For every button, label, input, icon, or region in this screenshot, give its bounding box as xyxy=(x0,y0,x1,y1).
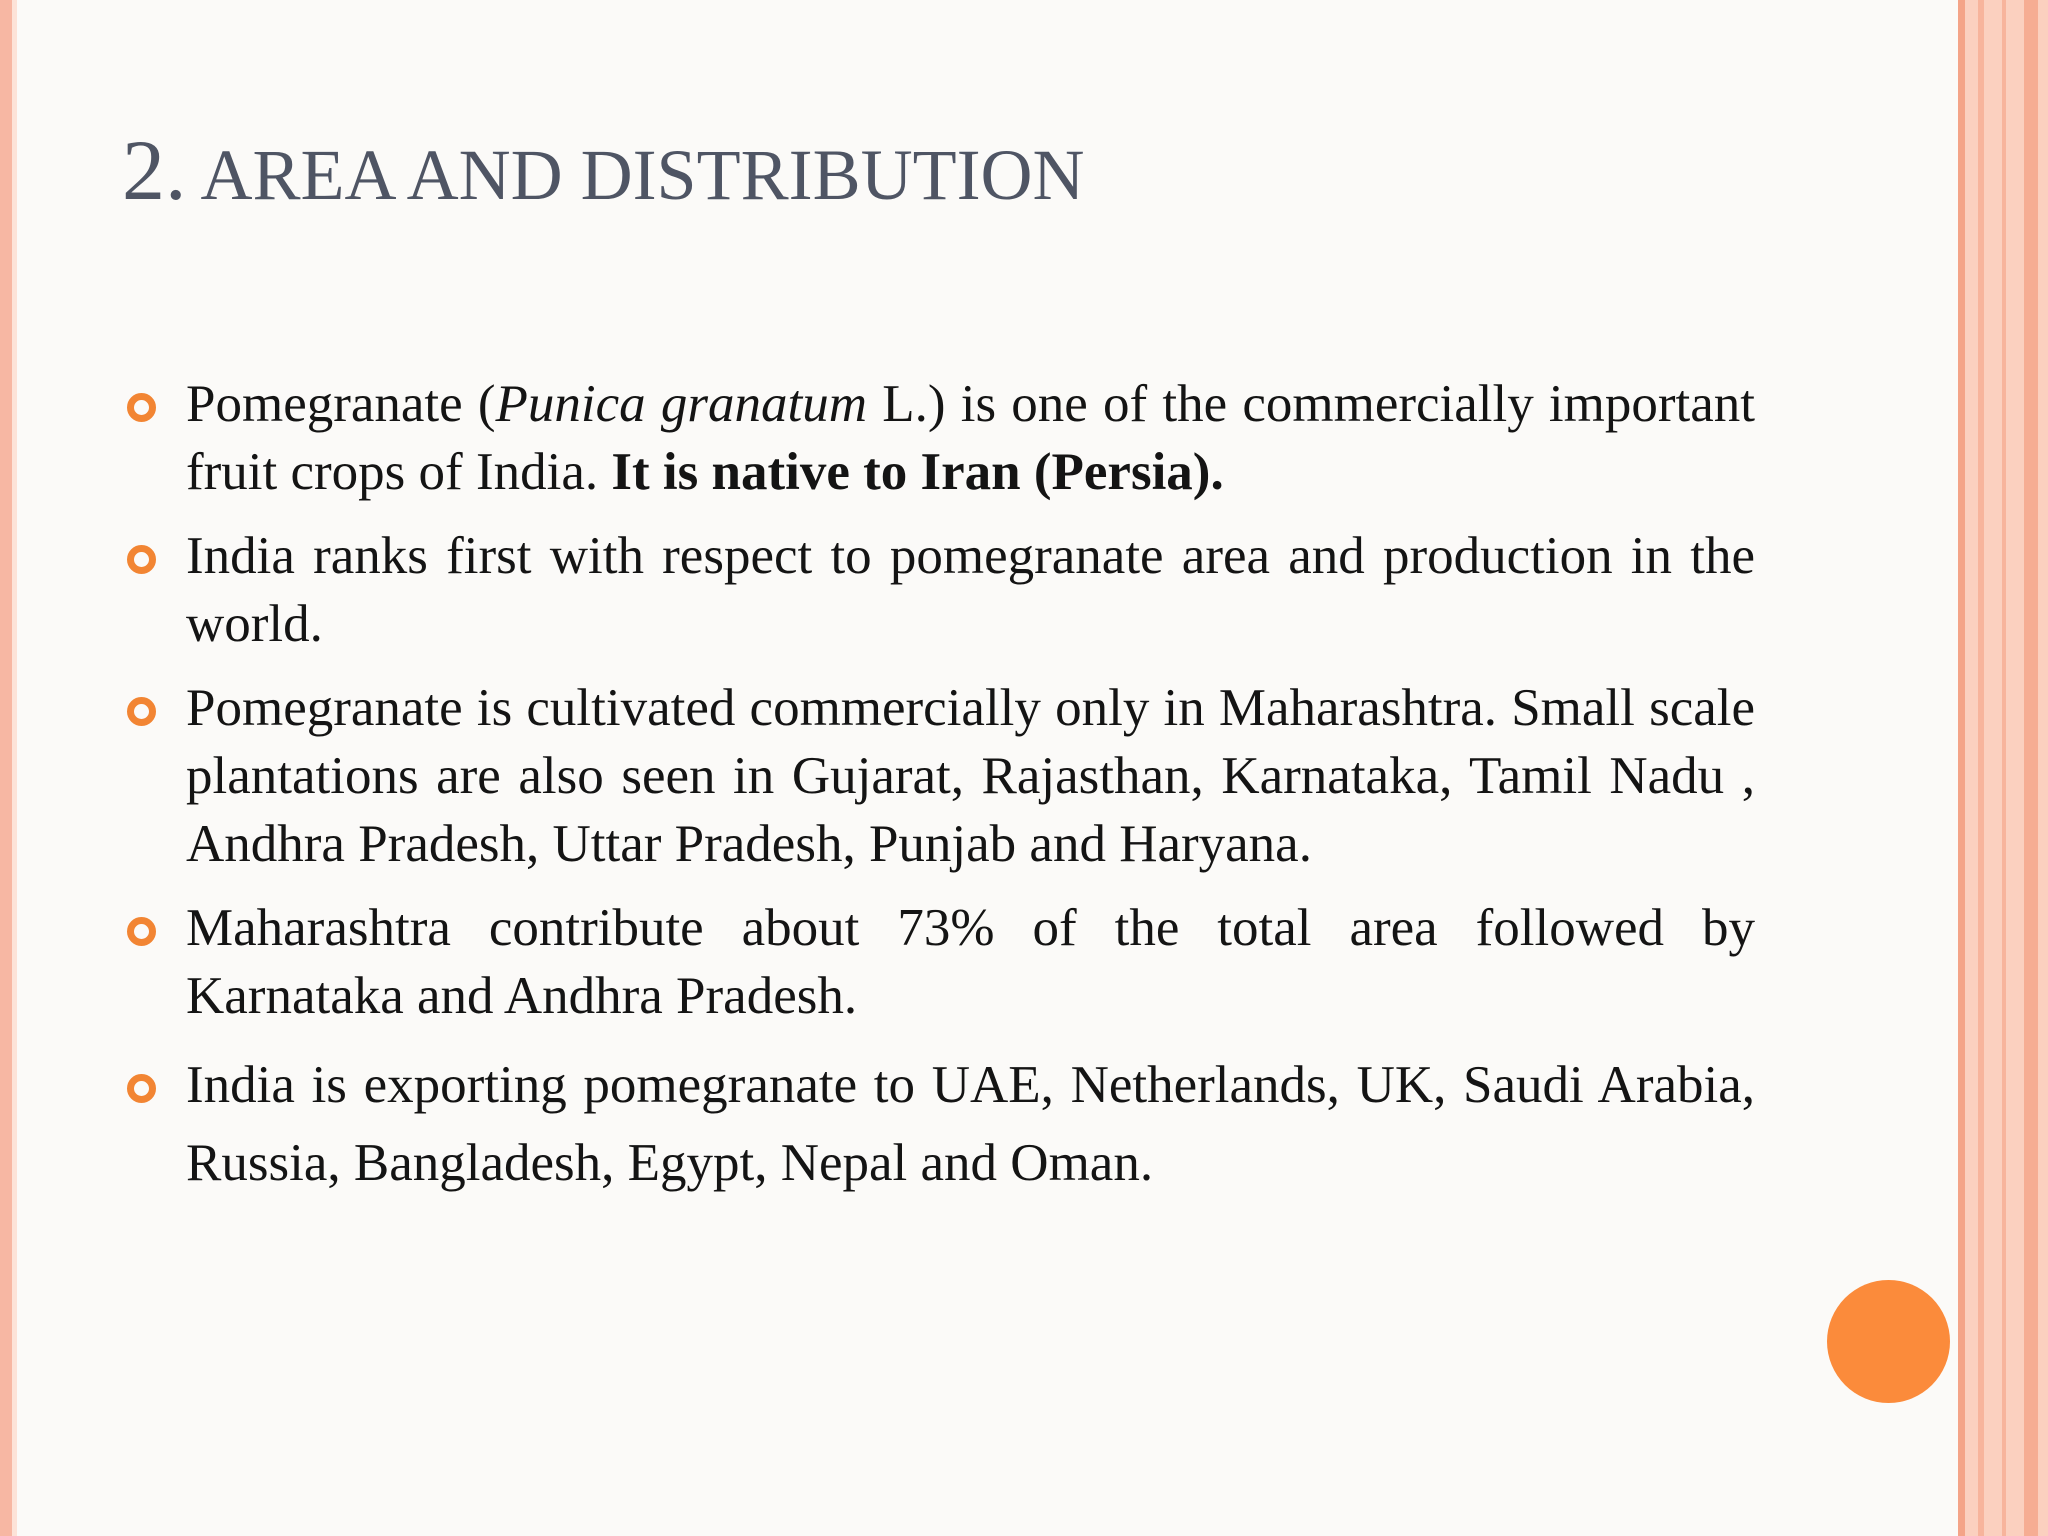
bullet-icon xyxy=(127,697,156,726)
bullet-item-area-share xyxy=(125,894,1755,1030)
bullet-text: L.) is one of the commercially important fruit crops of India. xyxy=(186,375,1756,501)
left-border-stripe xyxy=(0,0,12,1536)
bullet-icon xyxy=(127,917,156,946)
bullet-item-cultivation xyxy=(125,674,1755,878)
right-border-line xyxy=(1958,0,1965,1536)
right-border-line xyxy=(2002,0,2006,1536)
bullet-text: India ranks first with respect to pomegranate area and production in the world. xyxy=(186,527,1755,653)
left-border-inner-stripe xyxy=(12,0,17,1536)
slide-title xyxy=(122,120,1085,220)
bullet-icon xyxy=(127,1074,156,1103)
bullet-text: India is exporting pomegranate to UAE, Netherlands, UK, Saudi Arabia, Russia, Bangladesh, Egypt, Nepal and Oman. xyxy=(186,1056,1755,1192)
scientific-name: Punica granatum xyxy=(495,375,868,433)
slide-title-number: 2. xyxy=(122,122,187,218)
bullet-item-ranking xyxy=(125,522,1755,658)
bullet-text: Pomegranate is cultivated commercially only in Maharashtra. Small scale plantations are also seen in Gujarat, Rajasthan, Karnataka, Tamil Nadu , Andhra Pradesh, Uttar Pradesh, Punjab and Haryana. xyxy=(186,679,1755,873)
bullet-item-exports xyxy=(125,1046,1755,1202)
right-border-line xyxy=(1978,0,1984,1536)
bullet-icon xyxy=(127,393,156,422)
bullet-icon xyxy=(127,545,156,574)
slide-title-text: AREA AND DISTRIBUTION xyxy=(200,135,1085,215)
corner-circle-icon xyxy=(1827,1280,1950,1403)
bullet-text: Pomegranate ( xyxy=(186,375,496,433)
bullet-emphasis: It is native to Iran (Persia). xyxy=(611,443,1224,501)
bullet-text: Maharashtra contribute about 73% of the total area followed by Karnataka and Andhra Pradesh. xyxy=(186,899,1755,1025)
right-border-line xyxy=(2024,0,2038,1536)
bullet-list xyxy=(125,370,1755,1218)
bullet-item-origin xyxy=(125,370,1755,506)
